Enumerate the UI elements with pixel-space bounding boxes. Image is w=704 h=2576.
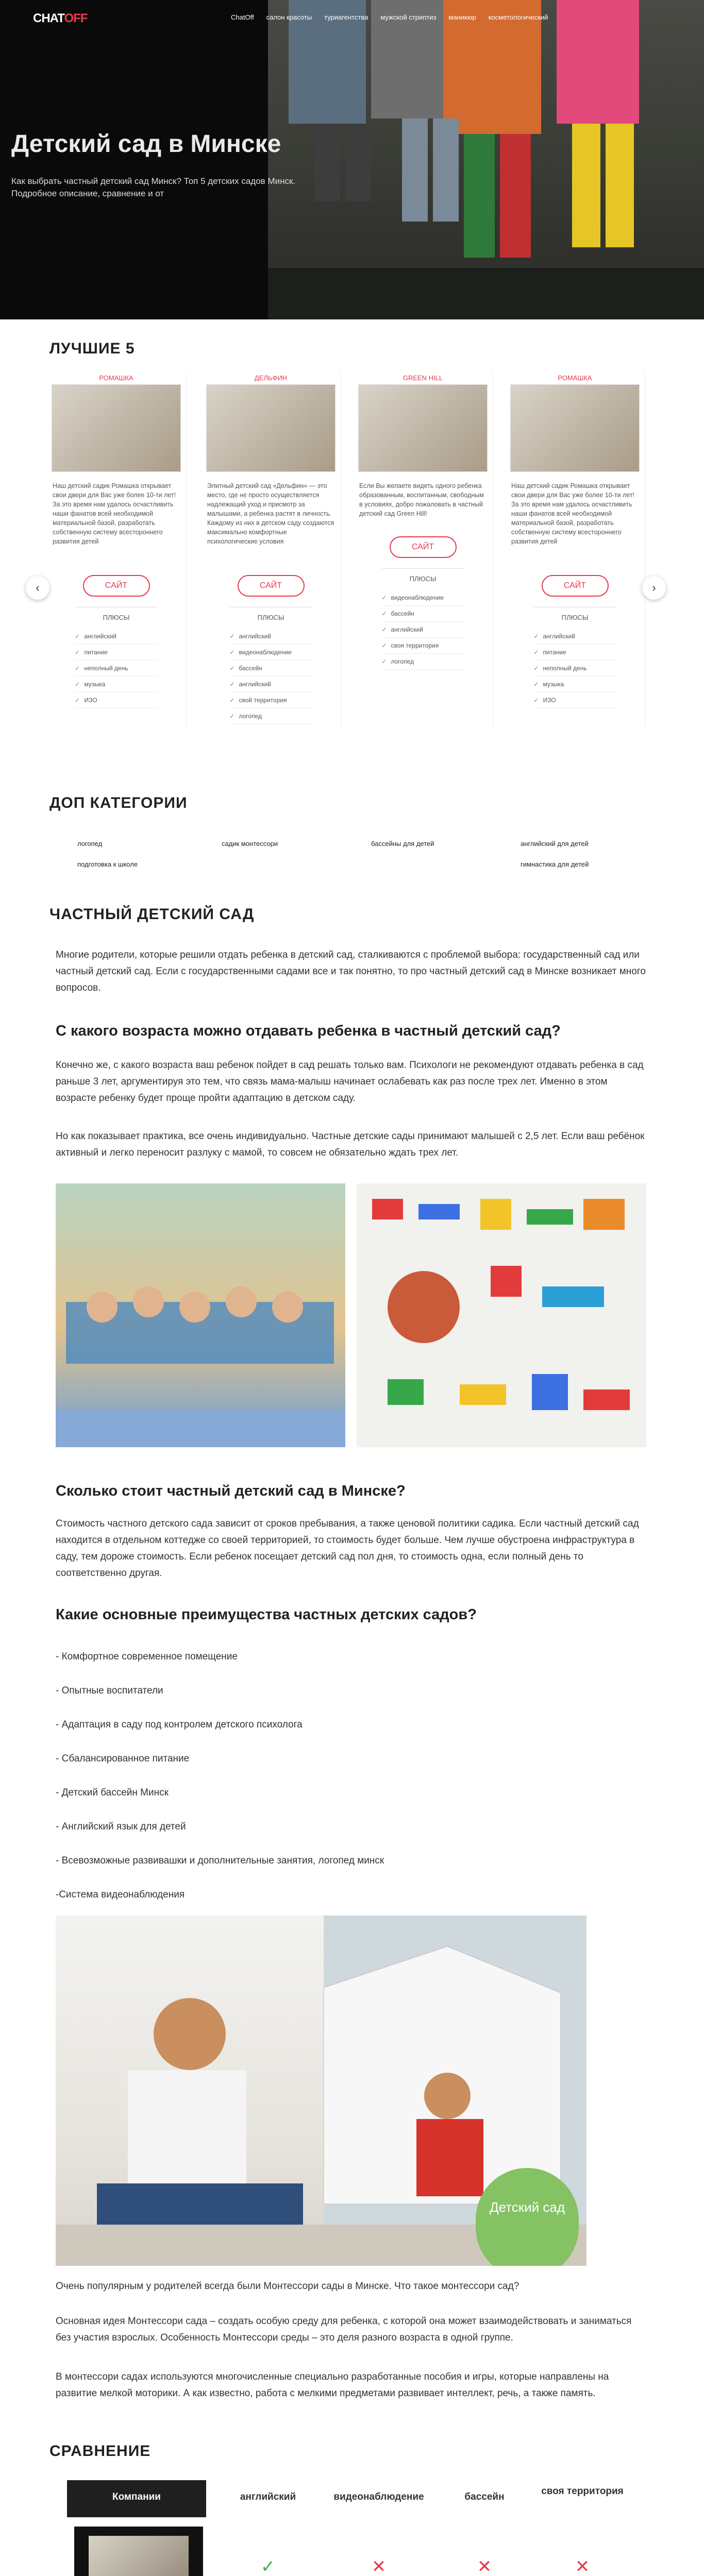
card-image bbox=[358, 384, 488, 472]
site-button[interactable]: САЙТ bbox=[238, 575, 305, 597]
hero bbox=[0, 0, 704, 319]
best-slider bbox=[46, 371, 658, 726]
paragraph: Очень популярным у родителей всегда были Монтессори сады в Минске. Что такое монтессори сад? bbox=[56, 2281, 519, 2292]
page-title: Детский сад в Минске bbox=[11, 130, 281, 158]
cross-icon: ✕ bbox=[575, 2557, 590, 2576]
section-heading: Какие основные преимущества частных детских садов? bbox=[56, 1606, 477, 1623]
card-image bbox=[510, 384, 640, 472]
pro-item: ✓ английский bbox=[382, 622, 464, 638]
menu-item-travel[interactable]: туриагентства bbox=[324, 13, 368, 21]
pros-block bbox=[382, 568, 464, 670]
list-item: - Адаптация в саду под контролем детского психолога bbox=[56, 1719, 303, 1730]
paragraph: Многие родители, которые решили отдать ребенка в детский сад, сталкиваются с проблемой выбора: государственный сад или частный детский сад. Если с государственными садами все и так понятно, то про частный детский сад в Минске возникает много вопросов. bbox=[56, 950, 646, 993]
pro-item: ✓ видеонаблюдение bbox=[382, 590, 464, 606]
card-description: Наш детский садик Ромашка открывает свои двери для Вас уже более 10-ти лет! За это время нам удалось осчастливить наши фанатов всей необходимой материальной базой, разработать собственную систему всестороннего развития детей bbox=[53, 482, 176, 545]
card-description: Элитный детский сад «Дельфин» — это место, где не просто осуществляется надлежащий уход и присмотр за малышами, а ребенка растят в личность. Каждому из них в детском саду создаются максимально комфортные психологические условия bbox=[207, 482, 334, 545]
table-row bbox=[67, 2519, 631, 2576]
pro-item: ✓ английский bbox=[75, 629, 158, 645]
paragraph: Стоимость частного детского сада зависит от сроков пребывания, а также ценовой политики садика. Если частный детский сад находится в отдельном коттедже со своей территорией, то стоимость будет больше. Чем лучше обустроена инфраструктура в саду, тем дороже стоимость. Если ребенок посещает детский сад пол дня, то стоимость одна, если полный день то соответственно другая. bbox=[56, 1518, 639, 1579]
hero-subtitle: Как выбрать частный детский сад Минск? Топ 5 детских садов Минск. Подробное описание, сравнение и от bbox=[11, 176, 296, 198]
header-english: английский bbox=[240, 2492, 296, 2502]
card-description: Если Вы желаете видеть одного ребенка образованным, воспитанным, свободным в условиях, добро пожаловать в частный детский сад Green Hill! bbox=[359, 482, 484, 517]
extra-categories-title: ДОП КАТЕГОРИИ bbox=[49, 794, 188, 811]
pros-block bbox=[534, 607, 616, 708]
pros-title: ПЛЮСЫ bbox=[409, 575, 437, 583]
company-thumb[interactable] bbox=[74, 2527, 203, 2576]
private-title: ЧАСТНЫЙ ДЕТСКИЙ САД bbox=[49, 906, 255, 923]
site-logo[interactable] bbox=[33, 11, 87, 26]
list-item: - Английский язык для детей bbox=[56, 1821, 186, 1832]
pro-item: ✓ английский bbox=[230, 676, 312, 692]
header-territory: своя территория bbox=[541, 2486, 624, 2497]
main-menu bbox=[231, 13, 548, 21]
card-image bbox=[52, 384, 181, 472]
pro-item: ✓ своя территория bbox=[382, 638, 464, 654]
category-link[interactable]: логопед bbox=[77, 840, 103, 848]
pro-item: ✓ музыка bbox=[75, 676, 158, 692]
kindergarten-card bbox=[505, 371, 645, 726]
paragraph: Но как показывает практика, все очень индивидуально. Частные детские сады принимают малышей с 2,5 лет. Если ваш ребёнок активный и легко переносит разлуку с мамой, то совсем не обязательно ждать трех лет. bbox=[56, 1131, 645, 1158]
cross-icon: ✕ bbox=[371, 2557, 387, 2576]
slider-next-icon[interactable]: › bbox=[642, 576, 666, 600]
header-companies: Компании bbox=[112, 2492, 161, 2502]
cross-icon: ✕ bbox=[477, 2557, 492, 2576]
pro-item: ✓ английский bbox=[230, 629, 312, 645]
pro-item: ✓ питание bbox=[75, 645, 158, 660]
pro-item: ✓ неполный день bbox=[75, 660, 158, 676]
check-icon: ✓ bbox=[260, 2557, 276, 2576]
pros-title: ПЛЮСЫ bbox=[103, 614, 130, 621]
paragraph: В монтессори садах используются многочисленные специально разработанные пособия и игры, которые направлены на развитие мелкой моторики. А как известно, работа с мелкими предметами развивает интеллект, речь, а также память. bbox=[56, 2371, 609, 2399]
menu-item-manicure[interactable]: маникюр bbox=[448, 13, 476, 21]
hero-photo bbox=[268, 0, 704, 319]
card-name: РОМАШКА bbox=[558, 374, 592, 382]
header-video: видеонаблюдение bbox=[333, 2492, 424, 2502]
top-nav bbox=[0, 0, 704, 35]
paragraph: Конечно же, с какого возраста ваш ребенок пойдет в сад решать только вам. Психологи не рекомендуют отдавать ребенка в сад раньше 3 лет, аргументируя это тем, что связь мама-малыш начинает ослабевать как раз после трех лет. Именно в этом возрасте ребенку будет проще пройти адаптацию в детском саду. bbox=[56, 1060, 644, 1104]
pro-item: ✓ неполный день bbox=[534, 660, 616, 676]
card-name: РОМАШКА bbox=[99, 374, 133, 382]
site-button[interactable]: САЙТ bbox=[83, 575, 150, 597]
kindergarten-card bbox=[201, 371, 341, 726]
pro-item: ✓ логопед bbox=[230, 708, 312, 724]
list-item: -Система видеонаблюдения bbox=[56, 1889, 185, 1900]
pros-block bbox=[230, 607, 312, 724]
pro-item: ✓ логопед bbox=[382, 654, 464, 670]
kids-boots-illustration bbox=[268, 0, 704, 319]
category-link[interactable]: бассейны для детей bbox=[371, 840, 434, 848]
toys-illustration bbox=[357, 1183, 646, 1447]
menu-item-striptease[interactable]: мужской стриптиз bbox=[380, 13, 437, 21]
card-name: ДЕЛЬФИН bbox=[254, 374, 288, 382]
pros-title: ПЛЮСЫ bbox=[561, 614, 589, 621]
pro-item: ✓ ИЗО bbox=[75, 692, 158, 708]
pros-title: ПЛЮСЫ bbox=[257, 614, 284, 621]
best-title: ЛУЧШИЕ 5 bbox=[49, 340, 135, 357]
kids-photo bbox=[56, 1183, 345, 1447]
list-item: - Сбалансированное питание bbox=[56, 1753, 190, 1764]
kindergarten-card bbox=[353, 371, 493, 726]
list-item: - Детский бассейн Минск bbox=[56, 1787, 169, 1798]
card-name: GREEN HILL bbox=[403, 374, 443, 382]
pro-item: ✓ английский bbox=[534, 629, 616, 645]
pro-item: ✓ бассейн bbox=[382, 606, 464, 622]
paragraph: Основная идея Монтессори сада – создать особую среду для ребенка, с которой она может взаимодействовать и заниматься без участия взрослых. Особенность Монтессори среды – это деля разного возраста в одной группе. bbox=[56, 2316, 632, 2343]
pro-item: ✓ музыка bbox=[534, 676, 616, 692]
section-heading: Сколько стоит частный детский сад в Минске? bbox=[56, 1483, 406, 1499]
category-link[interactable]: садик монтессори bbox=[222, 840, 278, 848]
category-link[interactable]: английский для детей bbox=[521, 840, 589, 848]
kindergarten-badge: Детский сад bbox=[476, 2168, 579, 2266]
card-image bbox=[206, 384, 336, 472]
slider-prev-icon[interactable]: ‹ bbox=[26, 576, 49, 600]
list-item: - Опытные воспитатели bbox=[56, 1685, 163, 1696]
menu-item-chatoff[interactable]: ChatOff bbox=[231, 13, 254, 21]
compare-title: СРАВНЕНИЕ bbox=[49, 2443, 151, 2460]
kids-illustration bbox=[56, 1183, 345, 1447]
site-button[interactable]: САЙТ bbox=[390, 536, 457, 558]
pro-item: ✓ видеонаблюдение bbox=[230, 645, 312, 660]
pro-item: ✓ питание bbox=[534, 645, 616, 660]
logo-text-b: OFF bbox=[64, 11, 88, 25]
menu-item-beauty[interactable]: салон красоты bbox=[266, 13, 312, 21]
table-header bbox=[67, 2480, 631, 2517]
list-item: - Всевозможные развивашки и дополнительные занятия, логопед минск bbox=[56, 1855, 384, 1866]
site-button[interactable]: САЙТ bbox=[542, 575, 609, 597]
category-link[interactable]: гимнастика для детей bbox=[521, 860, 589, 868]
pros-block bbox=[75, 607, 158, 708]
header-pool: бассейн bbox=[464, 2492, 505, 2502]
menu-item-cosmetology[interactable]: косметологический bbox=[488, 13, 548, 21]
toys-photo bbox=[357, 1183, 646, 1447]
teacher-photo bbox=[56, 1916, 586, 2266]
list-item: - Комфортное современное помещение bbox=[56, 1651, 238, 1662]
kindergarten-card bbox=[46, 371, 187, 726]
logo-text-a: CHAT bbox=[33, 11, 64, 25]
card-description: Наш детский садик Ромашка открывает свои двери для Вас уже более 10-ти лет! За это время нам удалось осчастливить наши фанатов всей необходимой материальной базой, разработать собственную систему всестороннего развития детей bbox=[511, 482, 635, 545]
category-link[interactable]: подготовка к школе bbox=[77, 860, 138, 868]
pro-item: ✓ бассейн bbox=[230, 660, 312, 676]
pro-item: ✓ свой территория bbox=[230, 692, 312, 708]
pro-item: ✓ ИЗО bbox=[534, 692, 616, 708]
section-heading: С какого возраста можно отдавать ребенка в частный детский сад? bbox=[56, 1023, 561, 1039]
